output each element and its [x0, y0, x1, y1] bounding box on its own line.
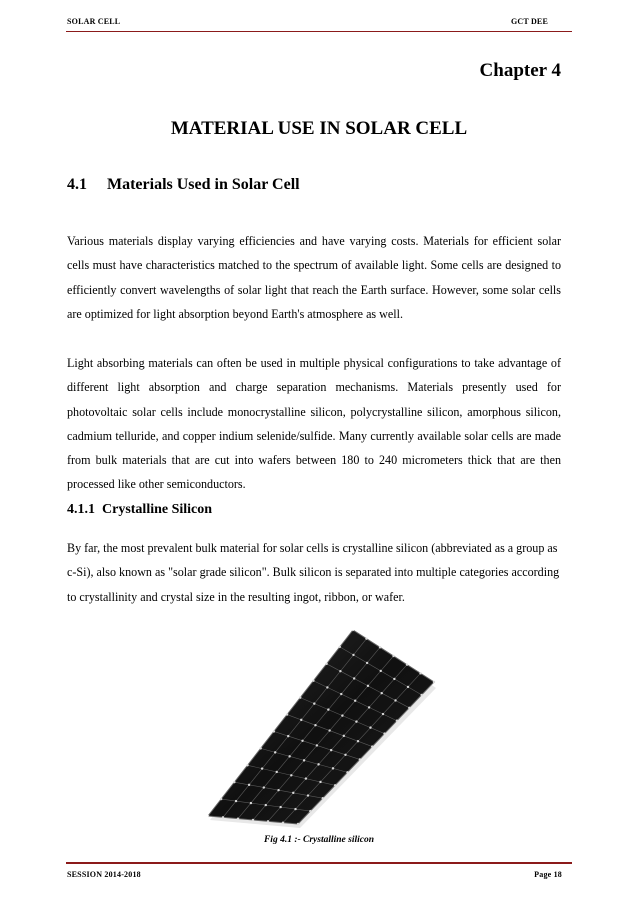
header-rule	[66, 31, 572, 32]
section-title: Materials Used in Solar Cell	[107, 176, 300, 193]
subsection-heading: 4.1.1 Crystalline Silicon	[67, 502, 213, 517]
footer-left: SESSION 2014-2018	[67, 870, 141, 879]
footer-rule	[66, 862, 572, 864]
solar-panel-image	[208, 630, 438, 835]
paragraph-1: Various materials display varying efficiencies and have varying costs. Materials for efficient solar cells must have characteristics matched to the spectrum of available light. Some cells are designed to efficiently convert wavelengths of solar light that reach the Earth surface. However, some solar cells are optimized for light absorption beyond Earth's atmosphere as well.	[67, 234, 561, 321]
footer-right: Page 18	[534, 870, 562, 879]
paragraph-3: By far, the most prevalent bulk material for solar cells is crystalline silicon (abbreviated as a group as c-Si), also known as "solar grade silicon". Bulk silicon is separated into multiple categories according to crystallinity and crystal size in the resulting ingot, ribbon, or wafer.	[67, 541, 560, 604]
figure-caption: Fig 4.1 :- Crystalline silicon	[263, 835, 375, 845]
section-heading	[67, 176, 300, 194]
section-number: 4.1	[67, 176, 87, 193]
chapter-title: MATERIAL USE IN SOLAR CELL	[170, 118, 468, 139]
header-right: GCT DEE	[510, 17, 548, 26]
header-left: SOLAR CELL	[67, 17, 121, 26]
paragraph-2: Light absorbing materials can often be used in multiple physical configurations to take advantage of different light absorption and charge separation mechanisms. Materials presently used for photovoltaic solar cells include monocrystalline silicon, polycrystalline silicon, amorphous silicon, cadmium telluride, and copper indium selenide/sulfide. Many currently available solar cells are made from bulk materials that are cut into wafers between 180 to 240 micrometers thick that are then processed like other semiconductors.	[67, 356, 561, 492]
chapter-label: Chapter 4	[479, 60, 561, 81]
